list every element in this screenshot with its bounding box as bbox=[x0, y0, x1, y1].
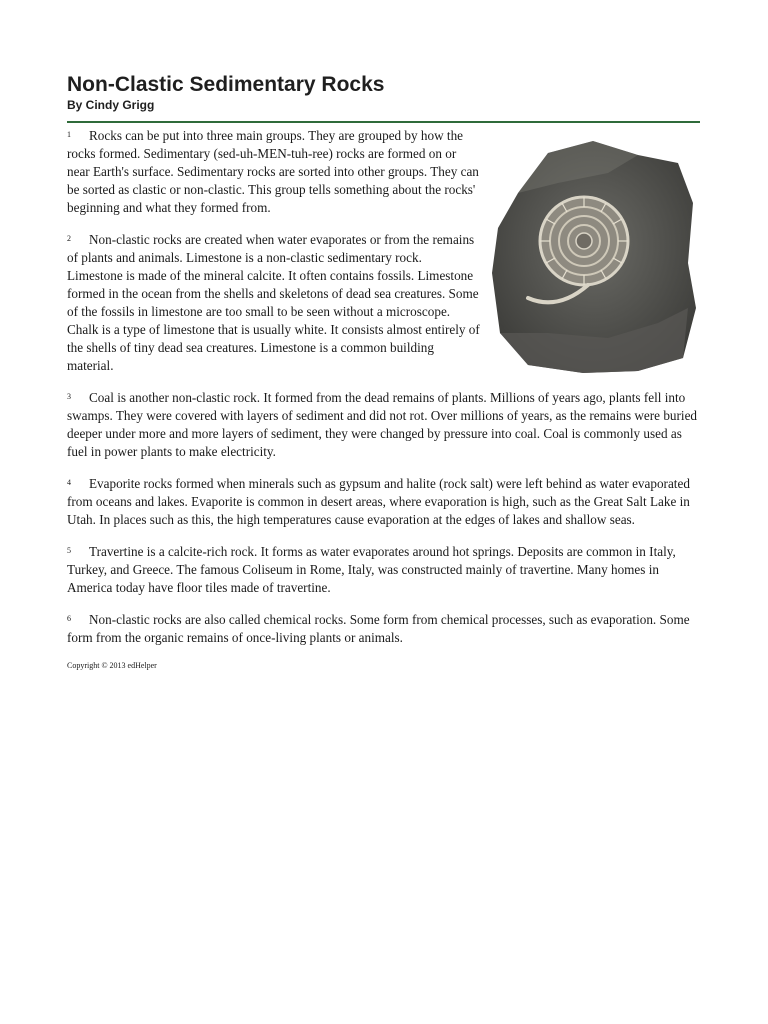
paragraph-2 bbox=[67, 231, 487, 375]
paragraph-text: Travertine is a calcite-rich rock. It forms as water evaporates around hot springs. Deposits are common in Italy, Turkey, and Greece. The famous Coliseum in Rome, Italy, was constructed mainly of travertine. Many homes in America today have floor tiles made of travertine. bbox=[67, 544, 676, 595]
paragraph-text: Evaporite rocks formed when minerals such as gypsum and halite (rock salt) were left behind as water evaporated from oceans and lakes. Evaporite is common in desert areas, where evaporation is high, such as the Great Salt Lake in Utah. In places such as this, the high temperatures cause evaporation at the edges of lakes and shallow seas. bbox=[67, 476, 690, 527]
paragraph-6 bbox=[67, 611, 700, 647]
paragraph-number: 6 bbox=[67, 614, 71, 623]
ammonite-fossil-icon bbox=[488, 133, 700, 378]
paragraph-text: Non-clastic rocks are created when water evaporates or from the remains of plants and animals. Limestone is a non-clastic sedimentary rock. Limestone is made of the mineral calcite. It often contains fossils. Limestone formed in the ocean from the shells and skeletons of dead sea creatures. Some of the fossils in limestone are too small to be seen without a microscope. Chalk is a type of limestone that is usually white. It consists almost entirely of the shells of tiny dead sea creatures. Limestone is a common building material. bbox=[67, 232, 480, 373]
author-byline: By Cindy Grigg bbox=[67, 98, 155, 112]
paragraph-text: Coal is another non-clastic rock. It formed from the dead remains of plants. Millions of years ago, plants fell into swamps. They were covered with layers of sediment and did not rot. Over millions of years, as the remains were buried deeper under more and more layers of sediment, they were changed by pressure into coal. Coal is commonly used as fuel in power plants to make electricity. bbox=[67, 390, 698, 459]
paragraph-3 bbox=[67, 389, 700, 461]
paragraph-4 bbox=[67, 475, 700, 529]
copyright-notice: Copyright © 2013 edHelper bbox=[67, 661, 157, 670]
paragraph-number: 1 bbox=[67, 130, 71, 139]
paragraph-5 bbox=[67, 543, 700, 597]
paragraph-1 bbox=[67, 127, 487, 217]
paragraph-number: 3 bbox=[67, 392, 71, 401]
title-divider bbox=[67, 121, 700, 123]
paragraph-number: 4 bbox=[67, 478, 71, 487]
document-page bbox=[67, 72, 700, 670]
paragraph-text: Non-clastic rocks are also called chemical rocks. Some form from chemical processes, such as evaporation. Some form from the organic remains of once-living plants or animals. bbox=[67, 612, 690, 645]
paragraph-number: 5 bbox=[67, 546, 71, 555]
paragraph-text: Rocks can be put into three main groups. They are grouped by how the rocks formed. Sedimentary (sed-uh-MEN-tuh-ree) rocks are formed on or near Earth's surface. Sedimentary rocks are sorted into other groups. They can be sorted as clastic or non-clastic. This group tells something about the rocks' beginning and what they formed from. bbox=[67, 128, 479, 215]
paragraph-number: 2 bbox=[67, 234, 71, 243]
article-body bbox=[67, 127, 700, 647]
document-title: Non-Clastic Sedimentary Rocks bbox=[67, 73, 385, 96]
